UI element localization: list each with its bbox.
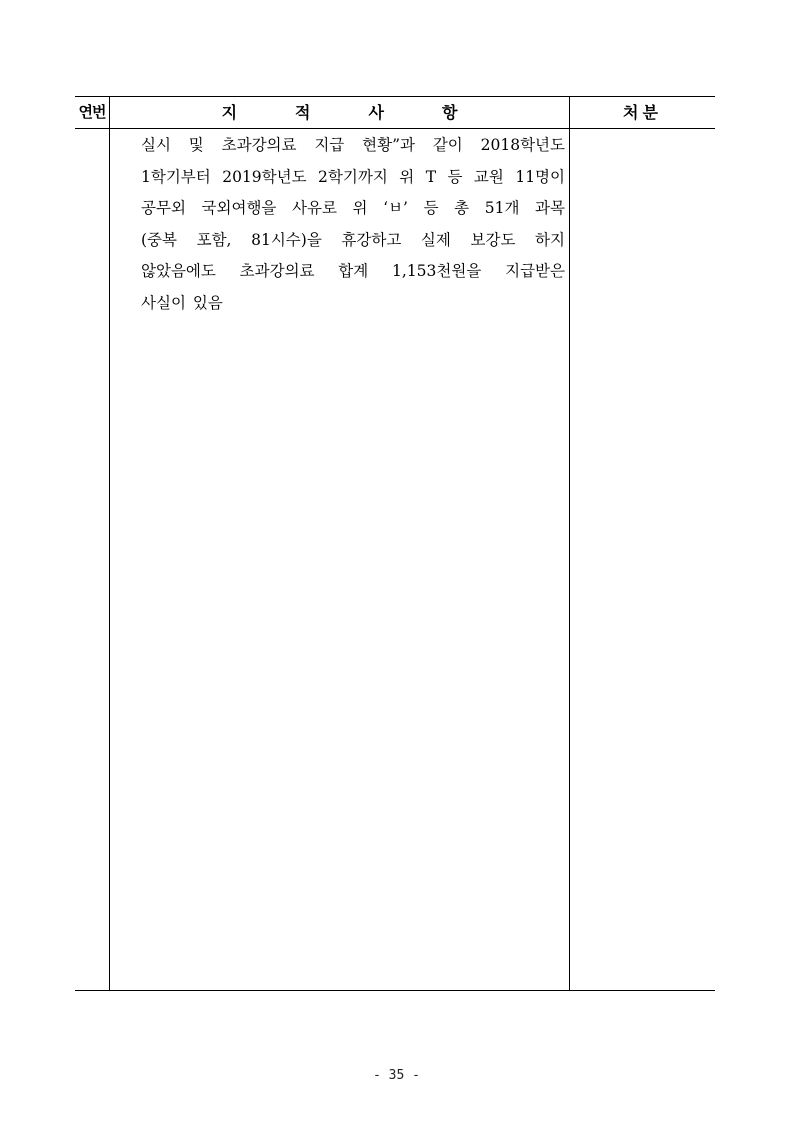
findings-line-1: 실시 및 초과강의료 지급 현황”과 같이 2018학년도 <box>141 136 565 154</box>
findings-line-3: 공무외 국외여행을 사유로 위 ‘ㅂ’ 등 총 51개 과목 <box>141 199 565 217</box>
findings-line-5: 않았음에도 초과강의료 합계 1,153천원을 지급받은 <box>141 262 565 280</box>
header-findings <box>110 97 569 128</box>
header-findings-char-4: 항 <box>441 103 458 122</box>
column-divider-action <box>569 97 570 990</box>
column-divider-no <box>109 97 110 990</box>
findings-line-4: (중복 포함, 81시수)을 휴강하고 실제 보강도 하지 <box>141 230 565 249</box>
findings-line-6: 사실이 있음 <box>141 293 223 312</box>
audit-findings-table <box>75 96 715 991</box>
header-findings-char-3: 사 <box>368 103 384 122</box>
header-findings-char-1: 지 <box>221 103 238 122</box>
header-serial-number: 연번 <box>78 103 106 121</box>
findings-line-2: 1학기부터 2019학년도 2학기까지 위 T 등 교원 11명이 <box>141 167 565 186</box>
header-findings-char-2: 적 <box>295 103 311 122</box>
table-header-row <box>75 97 715 129</box>
page-number: - 35 - <box>373 1068 420 1083</box>
findings-body-text <box>141 130 565 319</box>
header-disposition: 처분 <box>623 103 662 122</box>
